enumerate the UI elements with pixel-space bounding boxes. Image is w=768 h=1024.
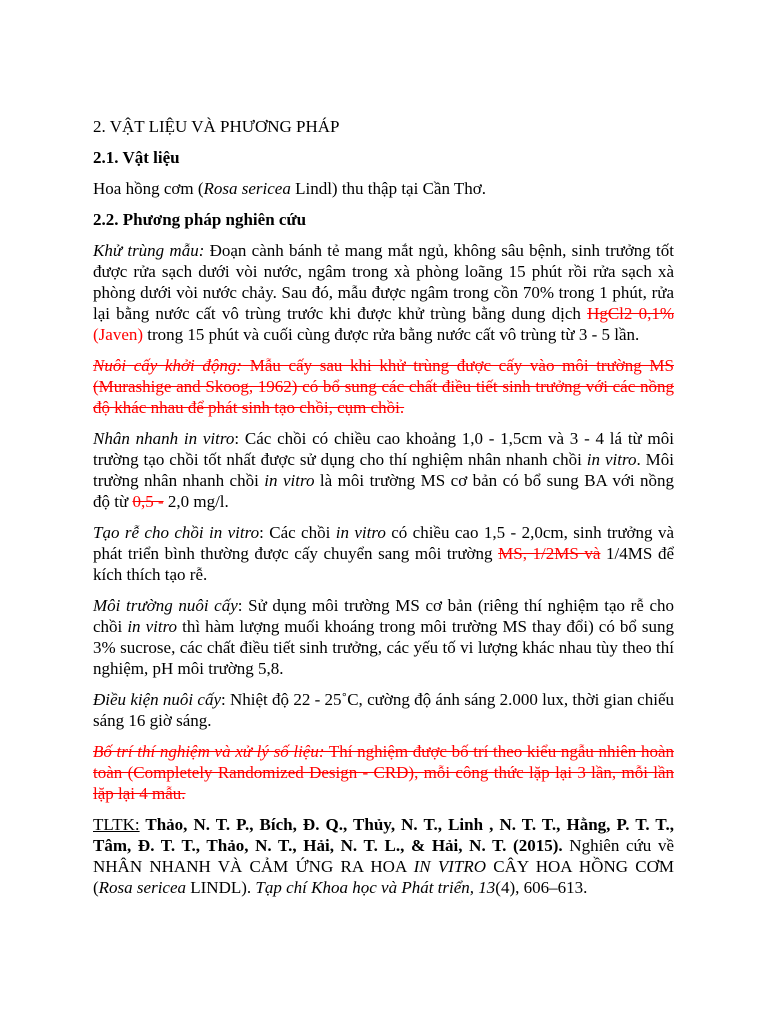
materials-text-b: Lindl) thu thập tại Cần Thơ. xyxy=(290,179,487,198)
species-name: Rosa sericea xyxy=(203,179,291,198)
multiplication-text-b: . Môi trường nhân nhanh chồi xyxy=(93,450,675,490)
reference-volume: 13 xyxy=(478,878,496,897)
initiation-paragraph-deleted xyxy=(93,355,674,418)
initiation-label: Nuôi cấy khởi động: xyxy=(93,356,243,375)
reference-journal: Tạp chí Khoa học và Phát triển xyxy=(255,878,470,897)
methods-heading: 2.2. Phương pháp nghiên cứu xyxy=(93,210,307,229)
materials-heading: 2.1. Vật liệu xyxy=(93,148,180,167)
multiplication-label: Nhân nhanh in vitro xyxy=(93,429,235,448)
deleted-text-concentration: 0,5 - xyxy=(132,492,164,511)
reference-title-b: CÂY HOA HỒNG CƠM ( xyxy=(93,857,674,897)
medium-label: Môi trường nuôi cấy xyxy=(93,596,238,615)
sterilization-paragraph xyxy=(93,240,674,345)
rooting-italic-a: in vitro xyxy=(335,523,386,542)
rooting-text-c: 1/4MS để kích thích tạo rễ. xyxy=(93,544,674,584)
reference-pages: (4), 606–613. xyxy=(495,878,588,897)
conditions-paragraph xyxy=(93,689,674,731)
reference-label: TLTK: xyxy=(93,815,140,834)
initiation-text: Mẫu cấy sau khi khử trùng được cấy vào môi trường MS (Murashige and Skoog, 1962) có bổ sung các chất điều tiết sinh trưởng với các nồng độ khác nhau để phát sinh tạo chồi, cụm chồi. xyxy=(93,356,674,417)
multiplication-italic-b: in vitro xyxy=(264,471,315,490)
sterilization-text-b: trong 15 phút và cuối cùng được rửa bằng nước cất vô trùng từ 3 - 5 lần. xyxy=(143,325,640,344)
materials-paragraph xyxy=(93,178,674,199)
design-text: Thí nghiệm được bố trí theo kiểu ngẫu nhiên hoàn toàn (Completely Randomized Design - CRD), mỗi công thức lặp lại 3 lần, mỗi lần lặp lại 4 mẫu. xyxy=(93,742,674,803)
sterilization-text-a: Đoạn cành bánh tẻ mang mắt ngủ, không sâu bệnh, sinh trưởng tốt được rửa sạch dưới vòi nước, ngâm trong xà phòng loãng 15 phút rồi rửa sạch xà phòng dưới vòi nước chảy. Sau đó, mẫu được ngâm trong cồn 70% trong 1 phút, rửa lại bằng nước cất vô trùng trước khi được khử trùng bằng dung dịch xyxy=(93,241,674,323)
deleted-text-hgcl2: HgCl2 0,1% xyxy=(587,304,674,323)
multiplication-text-c: là môi trường MS cơ bản có bổ sung BA với nồng độ từ xyxy=(93,471,674,511)
section-title: 2. VẬT LIỆU VÀ PHƯƠNG PHÁP xyxy=(93,117,340,136)
multiplication-text-a: : Các chồi có chiều cao khoảng 1,0 - 1,5cm và 3 - 4 lá từ môi trường tạo chồi tốt nhất được sử dụng cho thí nghiệm nhân nhanh chồi xyxy=(93,429,674,469)
reference-paragraph xyxy=(93,814,674,898)
rooting-text-a: : Các chồi xyxy=(259,523,336,542)
reference-authors: Thảo, N. T. P., Bích, Đ. Q., Thủy, N. T., Linh , N. T. T., Hằng, P. T. T., Tâm, Đ. T. T., Thảo, N. T., Hải, N. T. L., & Hải, N. T. (2015). xyxy=(93,815,674,855)
medium-text-b: thì hàm lượng muối khoáng trong môi trường MS thay đổi) có bổ sung 3% sucrose, các chất điều tiết sinh trưởng, các yếu tố vi lượng khác nhau tùy theo thí nghiệm, pH môi trường 5,8. xyxy=(93,617,675,678)
medium-italic-a: in vitro xyxy=(127,617,178,636)
sterilization-label: Khử trùng mẫu: xyxy=(93,241,205,260)
materials-text-a: Hoa hồng cơm ( xyxy=(93,179,204,198)
multiplication-italic-a: in vitro xyxy=(586,450,637,469)
reference-sep: , xyxy=(469,878,479,897)
inserted-text-javen: (Javen) xyxy=(93,325,144,344)
deleted-text-media: MS, 1/2MS và xyxy=(498,544,601,563)
reference-title-a: Nghiên cứu về NHÂN NHANH VÀ CẢM ỨNG RA HOA xyxy=(93,836,674,876)
reference-title-c: LINDL). xyxy=(186,878,256,897)
medium-paragraph xyxy=(93,595,674,679)
reference-species: Rosa sericea xyxy=(98,878,187,897)
medium-text-a: : Sử dụng môi trường MS cơ bản (riêng thí nghiệm tạo rễ cho chồi xyxy=(93,596,674,636)
multiplication-text-d: 2,0 mg/l. xyxy=(163,492,229,511)
multiplication-paragraph xyxy=(93,428,674,512)
rooting-text-b: có chiều cao 1,5 - 2,0cm, sinh trưởng và phát triển bình thường được cấy chuyển sang môi trường xyxy=(93,523,674,563)
conditions-text: : Nhiệt độ 22 - 25˚C, cường độ ánh sáng 2.000 lux, thời gian chiếu sáng 16 giờ sáng. xyxy=(93,690,674,730)
conditions-label: Điều kiện nuôi cấy xyxy=(93,690,222,709)
rooting-label: Tạo rễ cho chồi in vitro xyxy=(93,523,260,542)
design-label: Bố trí thí nghiệm và xử lý số liệu: xyxy=(93,742,325,761)
reference-title-italic: IN VITRO xyxy=(413,857,486,876)
design-paragraph-deleted xyxy=(93,741,674,804)
rooting-paragraph xyxy=(93,522,674,585)
